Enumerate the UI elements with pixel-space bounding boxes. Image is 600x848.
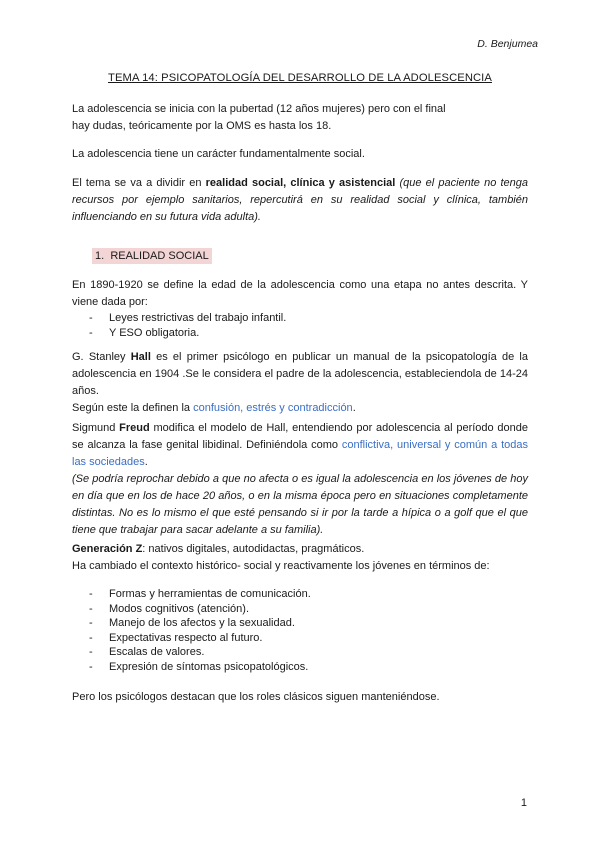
genz-list <box>72 587 528 675</box>
hall-line2-end: . <box>352 402 356 414</box>
genz-line-1 <box>72 541 528 558</box>
closing-paragraph: Pero los psicólogos destacan que los roles clásicos siguen manteniéndose. <box>72 691 440 703</box>
intro-paragraph-3 <box>72 175 528 226</box>
list-item: - Expresión de síntomas psicopatológicos. <box>72 660 528 675</box>
list-item: - Formas y herramientas de comunicación. <box>72 587 528 602</box>
hall-paragraph <box>72 349 528 417</box>
freud-note: (Se podría reprochar debido a que no afecta o es igual la adolescencia en los jóvenes de hoy en día que en los de hace 20 años, o en la misma época pero en situaciones completamente distintas. No es lo mismo el que esté pensando si ir por la tarde a hípica o a golf que el que tiene que trabajar para sacar adelante a su familia). <box>72 473 528 536</box>
genz-paragraph <box>72 541 528 575</box>
section-label: REALIDAD SOCIAL <box>110 250 209 262</box>
genz-line-2: Ha cambiado el contexto histórico- social y reactivamente los jóvenes en términos de: <box>72 560 490 572</box>
author-header: D. Benjumea <box>477 38 538 50</box>
intro-paragraph-2: La adolescencia tiene un carácter fundamentalmente social. <box>72 148 365 160</box>
genz-text: : nativos digitales, autodidactas, pragmáticos. <box>142 543 365 555</box>
hall-line2-prefix: Según este la definen la <box>72 402 194 414</box>
intro-p3-italic: (que el paciente no tenga recursos por ejemplo sanitarios, repercutirá en su realidad social y clínica, también influenciando en su futura vida adulta). <box>72 177 528 223</box>
intro-line-2: hay dudas, teóricamente por la OMS es hasta los 18. <box>72 120 332 132</box>
history-text: En 1890-1920 se define la edad de la adolescencia como una etapa no antes descrita. Y viene dada por: <box>72 279 528 308</box>
page-number: 1 <box>520 797 527 809</box>
hall-text <box>72 349 528 400</box>
freud-highlight: conflictiva, universal y común a todas las sociedades <box>72 439 528 468</box>
hall-definition <box>72 400 528 417</box>
freud-end: . <box>144 456 148 468</box>
hall-body: es el primer psicólogo en publicar un manual de la psicopatología de la adolescencia en 1904 .Se le considera el padre de la adolescencia, estableciendola de 14-24 años. <box>72 351 528 397</box>
freud-paragraph <box>72 420 528 539</box>
list-item: - Y ESO obligatoria. <box>72 326 528 341</box>
list-item: - Expectativas respecto al futuro. <box>72 631 528 646</box>
freud-body: modifica el modelo de Hall, entendiendo por adolescencia al período donde se alcanza la fase genital libidinal. Definiéndola como <box>72 422 528 451</box>
freud-name: Freud <box>119 422 150 434</box>
list-item: - Manejo de los afectos y la sexualidad. <box>72 616 528 631</box>
intro-p3-bold: realidad social, clínica y asistencial <box>205 177 396 189</box>
section-heading-realidad-social <box>92 248 212 264</box>
list-item: - Leyes restrictivas del trabajo infantil. <box>72 311 528 326</box>
hall-highlight: confusión, estrés y contradicción <box>193 402 353 414</box>
intro-line-1: La adolescencia se inicia con la pubertad (12 años mujeres) pero con el final <box>72 103 446 115</box>
history-paragraph <box>72 277 528 340</box>
section-number: 1. <box>95 250 105 262</box>
freud-text <box>72 420 528 471</box>
list-item: - Modos cognitivos (atención). <box>72 602 528 617</box>
list-item: - Escalas de valores. <box>72 645 528 660</box>
hall-name: Hall <box>130 351 151 363</box>
genz-list-block <box>72 587 528 675</box>
intro-p3-start: El tema se va a dividir en <box>72 177 206 189</box>
genz-bold: Generación Z <box>72 543 143 555</box>
page-title: TEMA 14: PSICOPATOLOGÍA DEL DESARROLLO DE LA ADOLESCENCIA <box>108 72 492 84</box>
hall-prefix: G. Stanley <box>72 351 131 363</box>
history-list <box>72 311 528 340</box>
intro-paragraph-1 <box>72 101 528 135</box>
freud-prefix: Sigmund <box>72 422 120 434</box>
